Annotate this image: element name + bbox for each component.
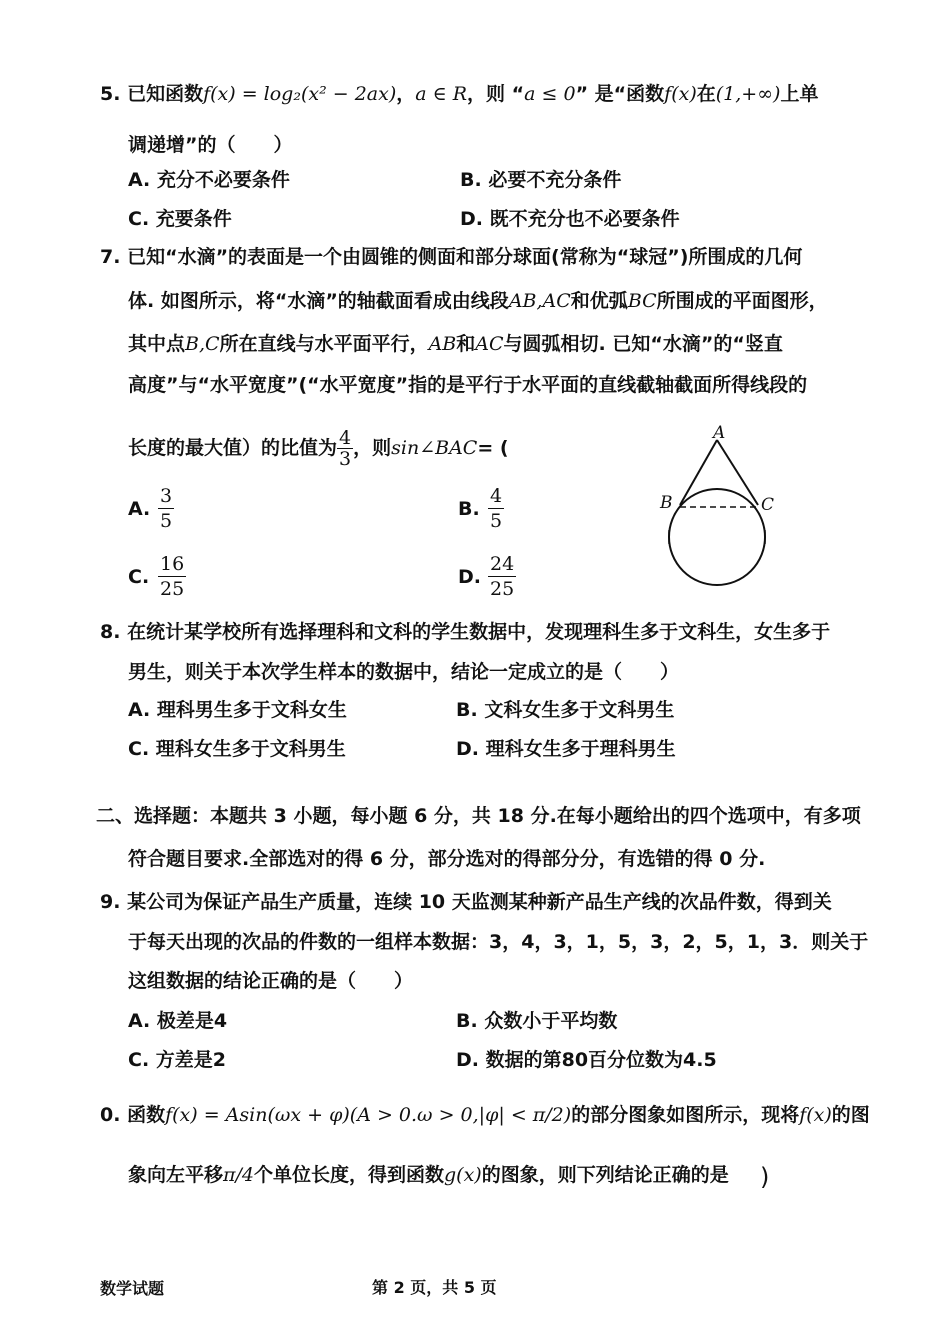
segment-ac <box>717 440 758 505</box>
section2-line1: 二、选择题：本题共 3 小题，每小题 6 分，共 18 分.在每小题给出的四个选项中，有多项 <box>96 805 861 827</box>
footer-subject: 数学试题 <box>100 1279 165 1298</box>
q7-line3: 其中点B,C所在直线与水平面平行，AB和AC与圆弧相切. 已知“水滴”的“竖直 <box>128 333 783 355</box>
q7-option-a-fraction: 3 5 <box>160 485 173 532</box>
q7-option-d-label: D. <box>458 566 481 588</box>
water-drop-diagram <box>645 410 795 595</box>
q9-line3: 这组数据的结论正确的是（ ） <box>128 970 414 992</box>
q9-line2: 于每天出现的次品的件数的一组样本数据：3，4，3，1，5，3，2，5，1，3．则关于 <box>128 931 869 953</box>
q10-line2: 象向左平移π/4个单位长度，得到函数g(x)的图象，则下列结论正确的是 <box>128 1164 729 1186</box>
q8-option-b: B. 文科女生多于文科男生 <box>456 699 675 721</box>
q7-option-b-fraction: 4 5 <box>490 485 503 532</box>
q7-option-b-label: B. <box>458 498 480 520</box>
q8-line1: 8. 在统计某学校所有选择理科和文科的学生数据中，发现理科生多于文科生，女生多于 <box>100 621 831 643</box>
q8-number: 8. <box>100 621 121 643</box>
q10-number: 0. <box>100 1104 121 1126</box>
q7-option-c-label: C. <box>128 566 150 588</box>
q8-line2: 男生，则关于本次学生样本的数据中，结论一定成立的是（ ） <box>128 661 680 683</box>
q7-line4: 高度”与“水平宽度”(“水平宽度”指的是平行于水平面的直线截轴截面所得线段的 <box>128 374 808 396</box>
label-a: A <box>713 423 726 443</box>
q9-option-c: C. 方差是2 <box>128 1049 226 1071</box>
q8-option-c: C. 理科女生多于文科男生 <box>128 738 346 760</box>
label-b: B <box>660 493 673 513</box>
q9-option-a: A. 极差是4 <box>128 1010 228 1032</box>
drop-circle <box>669 489 765 585</box>
q10-closing-paren: ) <box>760 1163 770 1191</box>
q7-line5: 长度的最大值）的比值为 $\frac{4}{3}$ ，则sin∠BAC= ( <box>128 427 509 470</box>
q6-function: f(x) = log₂(x² − 2ax) <box>203 83 397 105</box>
q10-condition: (A > 0.ω > 0,|φ| < π/2) <box>349 1104 572 1126</box>
footer-page-number: 第 2 页，共 5 页 <box>372 1278 497 1297</box>
q6-option-a: A. 充分不必要条件 <box>128 169 290 191</box>
q7-number: 7. <box>100 246 121 268</box>
q8-option-d: D. 理科女生多于理科男生 <box>456 738 676 760</box>
q7-line2: 体. 如图所示，将“水滴”的轴截面看成由线段AB,AC和优弧BC所围成的平面图形， <box>128 290 828 312</box>
q6-option-c: C. 充要条件 <box>128 208 232 230</box>
q7-line1: 7. 已知“水滴”的表面是一个由圆锥的侧面和部分球面(常称为“球冠”)所围成的几何 <box>100 246 803 268</box>
q6-line1: 5. 已知函数f(x) = log₂(x² − 2ax)，a ∈ R，则 “a ≤ 0” 是“函数f(x)在(1,+∞)上单 <box>100 83 819 105</box>
q8-option-a: A. 理科男生多于文科女生 <box>128 699 347 721</box>
q6-option-b: B. 必要不充分条件 <box>460 169 622 191</box>
q9-option-b: B. 众数小于平均数 <box>456 1010 618 1032</box>
q10-line1: 0. 函数f(x) = Asin(ωx + φ)(A > 0.ω > 0,|φ| < π/2)的部分图象如图所示，现将f(x)的图 <box>100 1104 870 1126</box>
q9-number: 9. <box>100 891 121 913</box>
q9-line1: 9. 某公司为保证产品生产质量，连续 10 天监测某种新产品生产线的次品件数，得到关 <box>100 891 832 913</box>
q6-number: 5. <box>100 83 121 105</box>
q6-option-d: D. 既不充分也不必要条件 <box>460 208 680 230</box>
q7-option-d-fraction: 24 25 <box>490 553 515 600</box>
q7-ratio-fraction: $\frac{4}{3}$ <box>339 427 352 470</box>
q7-option-a-label: A. <box>128 498 151 520</box>
section2-line2: 符合题目要求.全部选对的得 6 分，部分选对的得部分分，有选错的得 0 分. <box>128 848 766 870</box>
q6-line2: 调递增”的（ ） <box>128 134 293 156</box>
label-c: C <box>761 495 775 515</box>
segment-ab <box>680 440 717 505</box>
q9-option-d: D. 数据的第80百分位数为4.5 <box>456 1049 717 1071</box>
q7-option-c-fraction: 16 25 <box>160 553 185 600</box>
